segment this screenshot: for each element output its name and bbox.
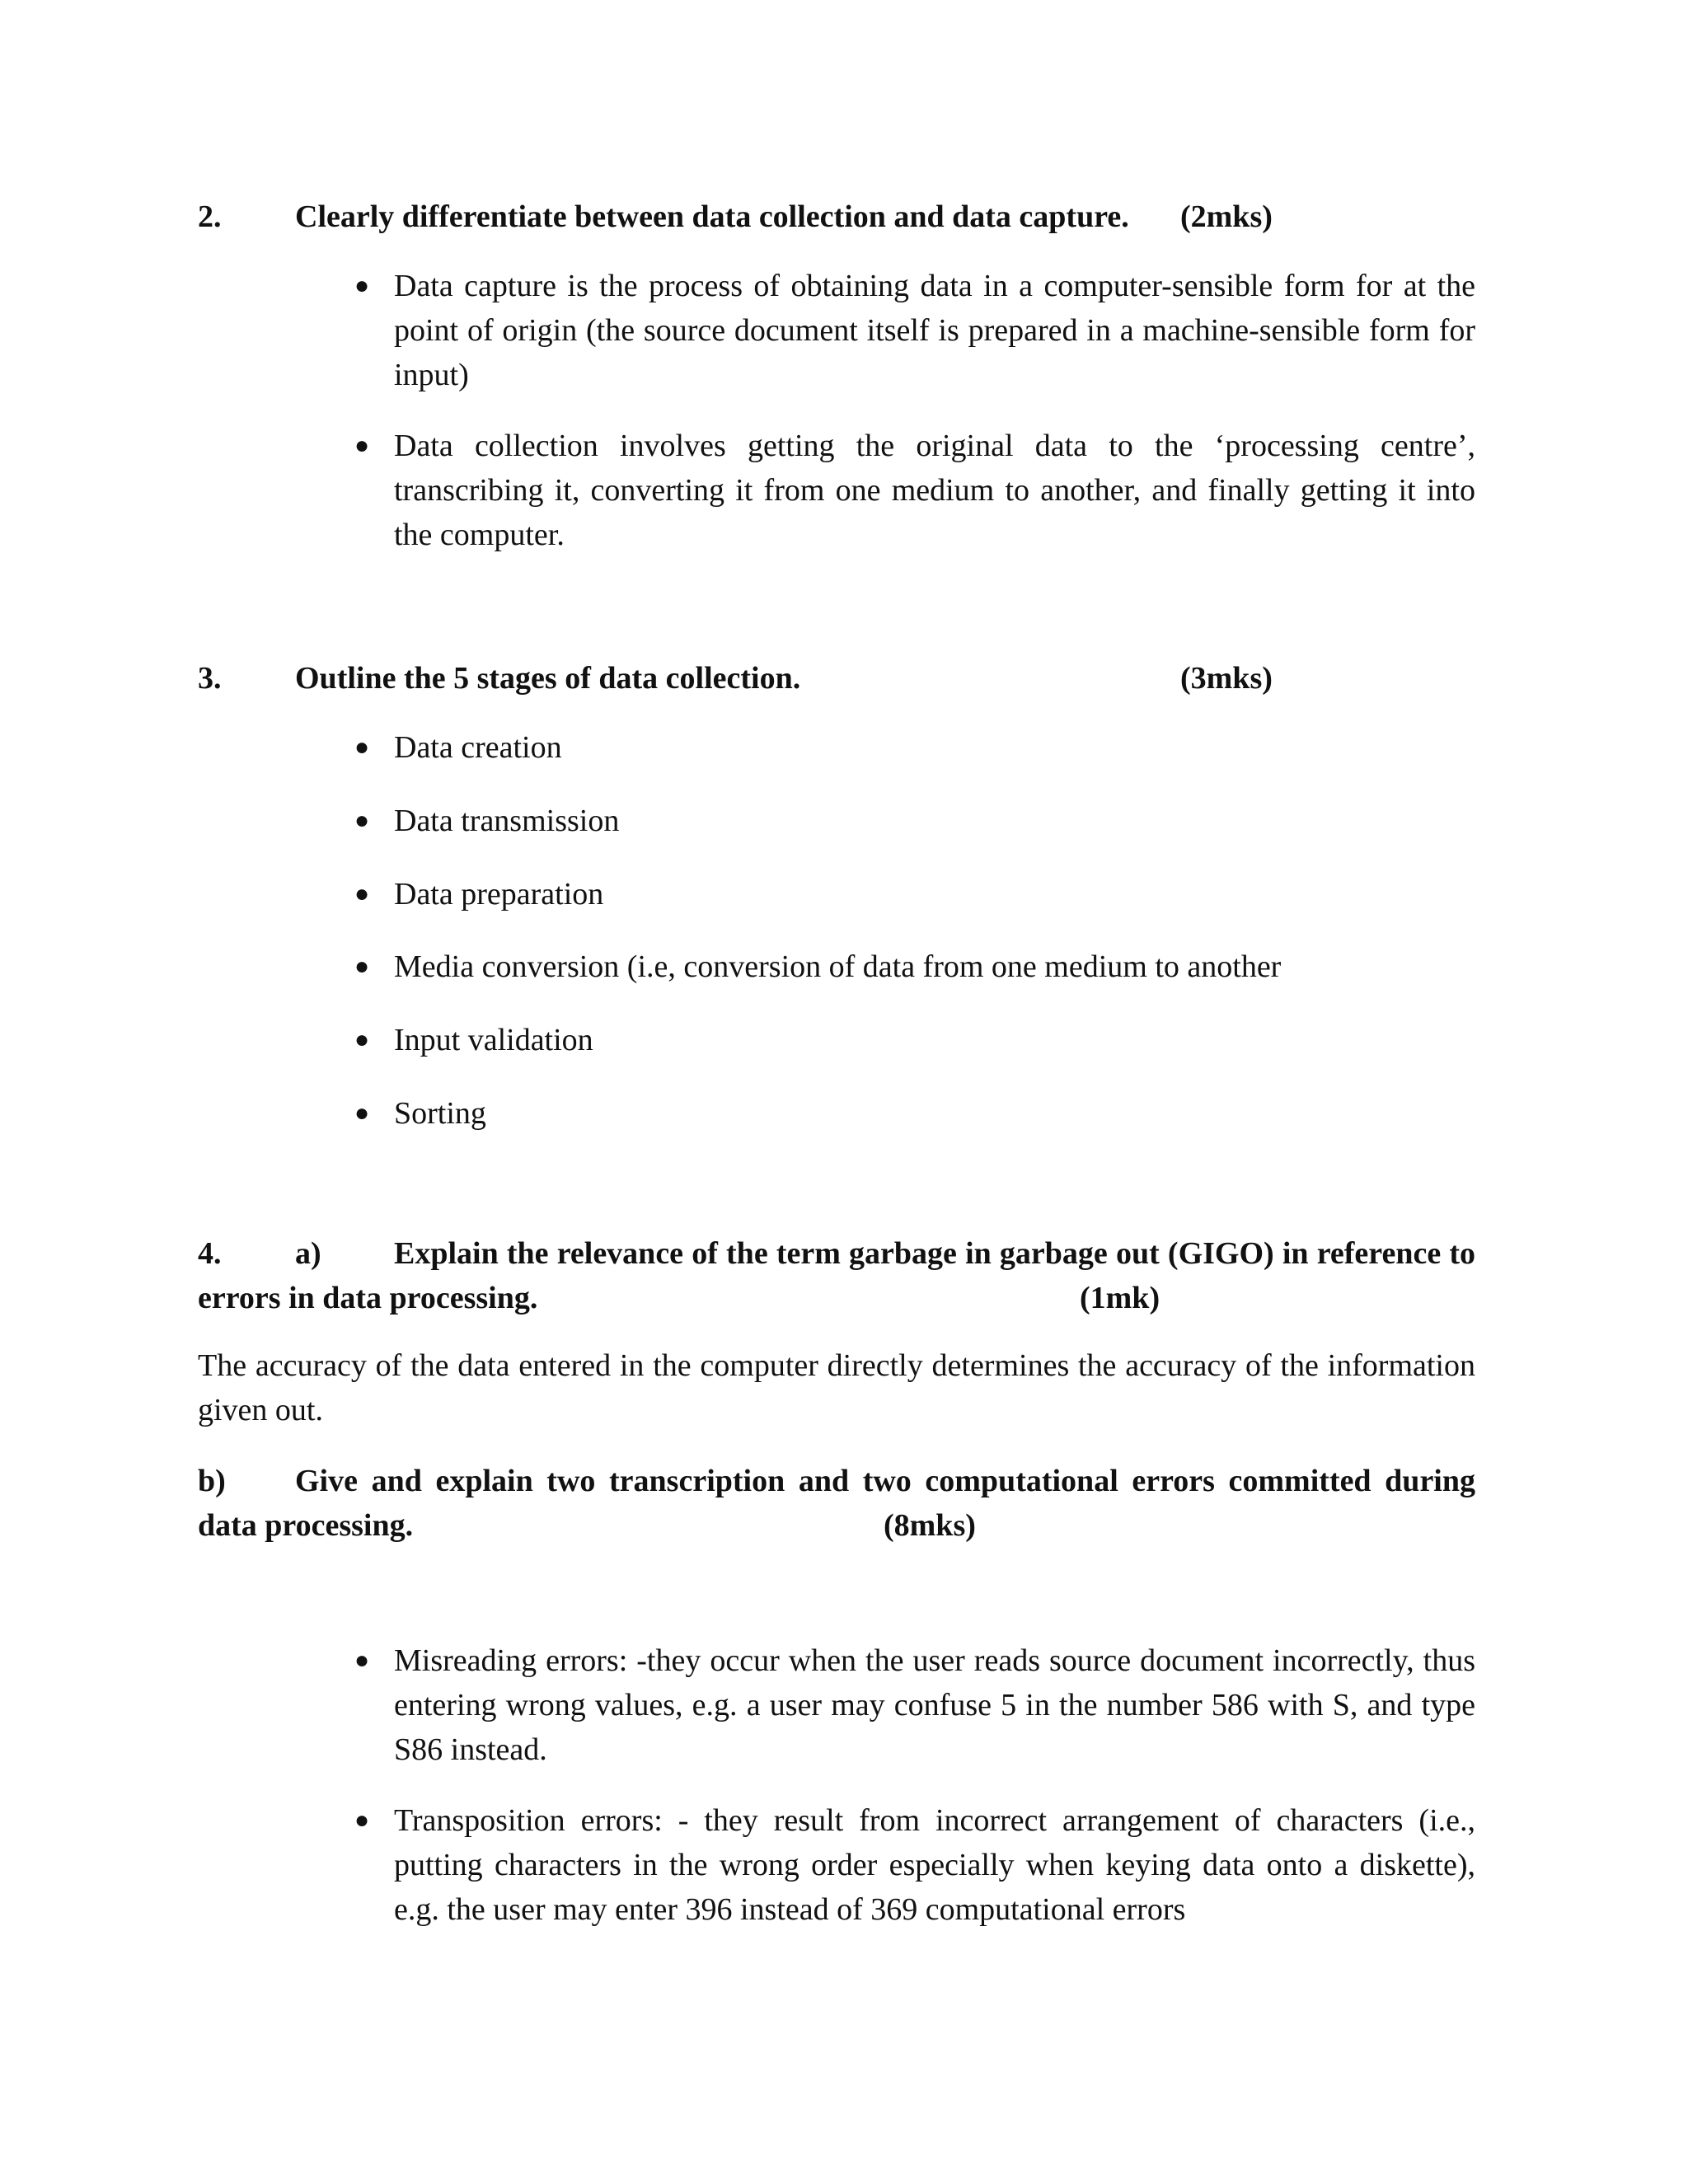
question-marks: (2mks) [1180, 199, 1273, 234]
question-text: Give and explain two transcription and two computational errors committed during data processing. [198, 1464, 1475, 1543]
list-item-text: Input validation [394, 1023, 593, 1057]
list-item-text: Data collection involves getting the original data to the ‘processing centre’, transcribing it, converting it from one medium to another, and finally getting it into the computer. [394, 429, 1475, 552]
question-4a [198, 1231, 1475, 1320]
question-number: 2. [198, 199, 222, 234]
question-marks: (8mks) [884, 1508, 976, 1543]
question-4b [198, 1459, 1475, 1548]
answer-paragraph: The accuracy of the data entered in the computer directly determines the accuracy of the information given out. [198, 1348, 1475, 1427]
list-item-text: Transposition errors: - they result from incorrect arrangement of characters (i.e., putting characters in the wrong order especially when keying data onto a diskette), e.g. the user may enter 396 instead of 369 computational errors [394, 1803, 1475, 1927]
list-item-text: Data capture is the process of obtaining data in a computer-sensible form for at the point of origin (the source document itself is prepared in a machine-sensible form for input) [394, 269, 1475, 392]
question-text: Clearly differentiate between data collection and data capture. [295, 199, 1129, 234]
bullet-icon: ● [354, 953, 370, 980]
bullet-icon: ● [354, 1099, 370, 1127]
list-item-text: Misreading errors: -they occur when the user reads source document incorrectly, thus entering wrong values, e.g. a user may confuse 5 in the number 586 with S, and type S86 instead. [394, 1643, 1475, 1767]
bullet-icon: ● [354, 432, 370, 459]
bullet-icon: ● [354, 807, 370, 834]
list-item-text: Media conversion (i.e, conversion of data from one medium to another [394, 949, 1282, 984]
bullet-icon: ● [354, 1807, 370, 1834]
question-number: 4. [198, 1236, 222, 1271]
list-item-text: Data preparation [394, 877, 604, 912]
bullet-icon: ● [354, 1026, 370, 1053]
list-item-text: Data transmission [394, 804, 620, 838]
question-marks: (1mk) [1080, 1281, 1160, 1315]
list-item-text: Data creation [394, 730, 562, 765]
question-part-label: a) [295, 1236, 321, 1271]
question-text: Explain the relevance of the term garbage in garbage out (GIGO) in reference to errors in data processing. [198, 1236, 1475, 1315]
question-part-label: b) [198, 1464, 226, 1498]
question-number: 3. [198, 661, 222, 696]
bullet-icon: ● [354, 733, 370, 761]
question-text: Outline the 5 stages of data collection. [295, 661, 801, 696]
bullet-icon: ● [354, 272, 370, 299]
list-item-text: Sorting [394, 1096, 486, 1131]
question-marks: (3mks) [1180, 661, 1273, 696]
bullet-icon: ● [354, 1647, 370, 1674]
bullet-icon: ● [354, 880, 370, 907]
